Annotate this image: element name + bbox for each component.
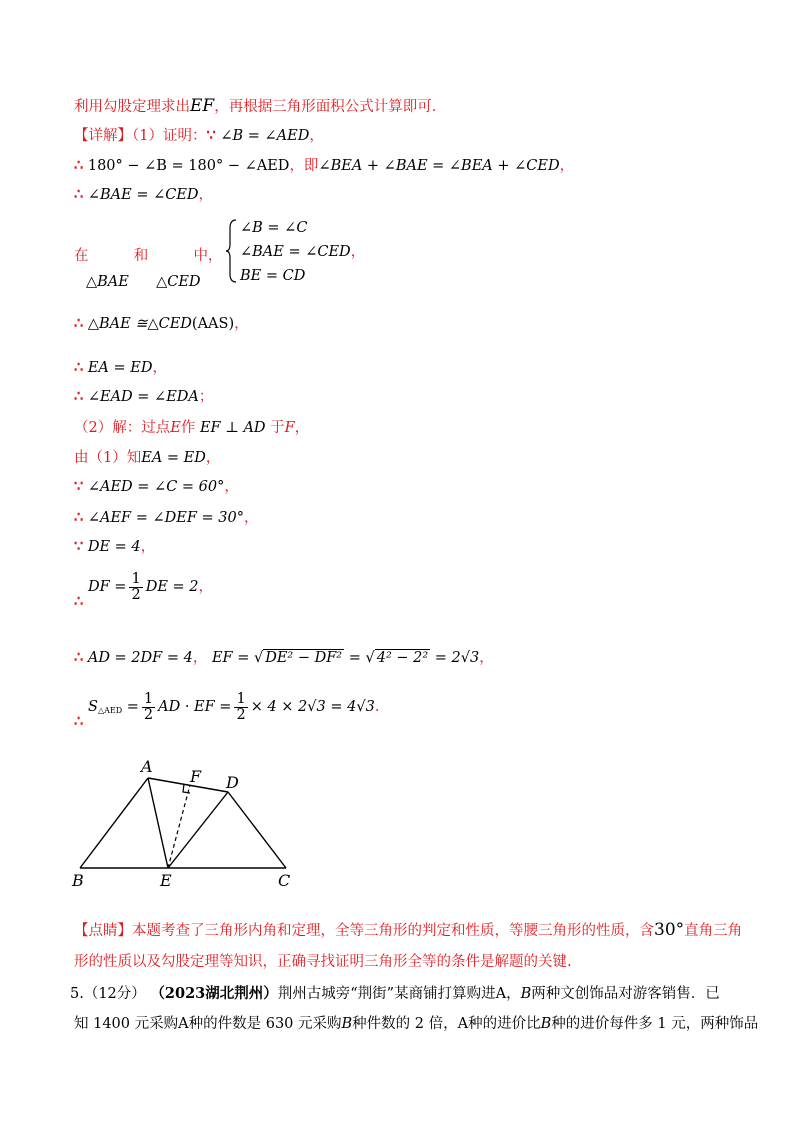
step2-math: 180° − ∠B = 180° − ∠AED [87, 158, 290, 174]
aed-c-tail: ， [224, 479, 239, 495]
detail-tag: 【详解】 [74, 128, 132, 144]
ef-root: DE² − DF² [265, 650, 343, 666]
ea-ed-line [74, 358, 167, 378]
q5-text-1: 荆州古城旁“荆街”某商铺打算购进 [277, 986, 496, 1002]
area-s-sub: △AED [97, 706, 123, 715]
df-therefore [74, 592, 83, 612]
therefore-symbol: ∴ [74, 388, 84, 405]
intro-text: 利用勾股定理求出 [74, 99, 190, 115]
area-fraction-2-den: 2 [236, 706, 246, 723]
aed-c-math: ∠AED = ∠C = 60° [87, 479, 225, 495]
df-rhs: DE = 2 [145, 579, 199, 595]
q5-text-2b: 种的件数是 630 元采购 [188, 1016, 342, 1032]
system-tail: ， [350, 244, 366, 260]
system-eq-1 [240, 218, 307, 238]
from1-math: EA = ED [141, 450, 206, 466]
part2-at: 于 [270, 420, 285, 436]
part2-tail: ， [294, 420, 310, 436]
q5-line-2 [74, 1014, 758, 1034]
part1-label: （1）证明： [132, 128, 207, 144]
segment-ba [80, 778, 148, 868]
comment-tag: 【点睛】 [74, 923, 132, 939]
area-fraction-1-den: 2 [143, 706, 154, 723]
system-eq-2-text: ∠BAE = ∠CED [240, 244, 351, 260]
ef-eq: = [348, 650, 361, 666]
q5-b2: B [341, 1016, 353, 1032]
ad-mid: ， [192, 650, 208, 666]
ef-tail: ， [479, 650, 494, 666]
therefore-symbol: ∴ [74, 186, 84, 203]
step2-mid: ，即 [289, 158, 319, 174]
label-f: F [190, 767, 202, 786]
step3-tail: ， [198, 187, 214, 203]
therefore-symbol: ∴ [74, 713, 84, 730]
part2-perp: EF ⊥ AD [199, 420, 266, 436]
q5-a2: A [178, 1016, 189, 1032]
df-fraction-den: 2 [131, 586, 141, 603]
angles-eq-tail: ； [198, 389, 214, 405]
q5-source: （2023湖北荆州） [150, 985, 278, 1002]
triangle-bae: △BAE [86, 274, 129, 290]
area-eq: = [126, 699, 139, 715]
geometry-figure [60, 752, 300, 892]
area-fraction-1 [142, 692, 155, 723]
part2-f: F [284, 420, 295, 436]
q5-a: A [495, 986, 507, 1002]
q5-text-2d: 种的进价比 [468, 1016, 541, 1032]
df-fraction-num: 1 [131, 570, 141, 587]
system-eq-3-text: BE = CD [240, 268, 306, 284]
therefore-symbol: ∴ [74, 315, 84, 332]
congruent-line [74, 314, 249, 334]
aed-c-line [74, 477, 239, 497]
segment-ae [148, 778, 168, 868]
aef-def-line [74, 508, 258, 528]
label-c: C [278, 871, 291, 890]
in-word: 在 [74, 248, 89, 264]
q5-sep: ， [506, 986, 521, 1002]
area-mid: AD · EF = [158, 699, 232, 715]
part2-label: （2）解：过点 [74, 420, 171, 436]
angles-eq-math: ∠EAD = ∠EDA [87, 389, 199, 405]
comment-line-2 [74, 952, 572, 972]
because-symbol: ∵ [74, 478, 84, 495]
because-symbol: ∵ [206, 127, 216, 144]
area-s: S [88, 699, 98, 715]
step2-tail: ， [559, 158, 575, 174]
ef-sqrt: √ DE² − DF² [253, 650, 343, 666]
df-tail: ， [198, 579, 213, 595]
step1-tail: ， [309, 128, 324, 144]
intro-tail: ，再根据三角形面积公式计算即可. [214, 99, 437, 115]
system-eq-1-text: ∠B = ∠C [240, 220, 308, 236]
q5-b3: B [540, 1016, 552, 1032]
part2-do: 作 [180, 420, 196, 436]
area-rhs: × 4 × 2√3 = 4√3 [250, 699, 375, 715]
triangle-ced: △CED [156, 274, 201, 290]
df-line [88, 570, 213, 604]
comment-text-2: 形的性质以及勾股定理等知识，正确寻找证明三角形全等的条件是解题的关键. [74, 954, 572, 970]
df-fraction [129, 572, 142, 603]
area-fraction-2-num: 1 [236, 690, 246, 707]
therefore-symbol: ∴ [74, 359, 84, 376]
q5-text-1b: 两种文创饰品对游客销售．已 [531, 986, 720, 1002]
ef-root2: 4² − 2² [376, 650, 429, 666]
q5-number: 5.（12分） [70, 986, 146, 1002]
brace-icon [226, 218, 238, 284]
congruent-tail: ， [234, 316, 249, 332]
congruent-math: △BAE ≅△CED [87, 316, 192, 332]
therefore-symbol: ∴ [74, 593, 84, 610]
area-fraction-2 [234, 692, 247, 723]
ad-ef-line [74, 648, 494, 668]
q5-text-2c: 种件数的 2 倍， [352, 1016, 458, 1032]
from1-tail: ， [205, 450, 221, 466]
from1-text: 由（1）知 [74, 450, 142, 466]
angles-eq-line [74, 387, 213, 407]
part2-line [74, 418, 309, 438]
aef-def-math: ∠AEF = ∠DEF = 30° [87, 510, 244, 526]
q5-text-2e: 种的进价每件多 1 元，两种饰品 [551, 1016, 759, 1032]
segment-ad [148, 778, 228, 792]
in-word-line [74, 246, 222, 266]
intro-var: EF [190, 96, 215, 116]
de4-math: DE = 4 [87, 539, 141, 555]
ef-lhs: EF = [211, 650, 250, 666]
step2-math2: ∠BEA + ∠BAE = ∠BEA + ∠CED [318, 158, 560, 174]
area-line [88, 690, 379, 728]
aas-label: (AAS) [191, 316, 235, 332]
label-e: E [160, 871, 172, 890]
de4-line [74, 537, 155, 557]
comment-math: 30° [654, 920, 685, 940]
q5-line-1 [70, 984, 720, 1004]
step3-math: ∠BAE = ∠CED [87, 187, 199, 203]
ad-eq-math: AD = 2DF = 4 [87, 650, 193, 666]
segment-ef-dashed [168, 785, 190, 868]
de4-tail: ， [140, 539, 156, 555]
therefore-symbol: ∴ [74, 649, 84, 666]
q5-a3: A [457, 1016, 469, 1032]
segment-dc [228, 792, 286, 868]
area-therefore [74, 712, 83, 732]
ea-ed-math: EA = ED [87, 360, 153, 376]
step2-line [74, 156, 574, 176]
df-lhs: DF = [88, 579, 127, 595]
intro-line [74, 96, 436, 117]
from1-line [74, 448, 220, 468]
ea-ed-tail: ， [152, 360, 167, 376]
mid-word: 中， [193, 248, 223, 264]
comment-text-1: 本题考查了三角形内角和定理，全等三角形的判定和性质，等腰三角形的性质，含 [132, 923, 654, 939]
comment-text-1-tail: 直角三角 [684, 923, 743, 939]
system-eq-2 [240, 242, 365, 262]
aef-def-tail: ， [243, 510, 259, 526]
comment-line-1 [74, 920, 742, 941]
step1-math: ∠B = ∠AED [220, 128, 310, 144]
and-word: 和 [133, 248, 149, 264]
area-tail: . [374, 699, 380, 715]
label-d: D [226, 773, 239, 792]
triangles-line [86, 272, 201, 292]
part2-e: E [170, 420, 181, 436]
ef-sqrt2: √ 4² − 2² [365, 650, 429, 666]
system-eq-3 [240, 266, 305, 286]
q5-text-2a: 知 1400 元采购 [74, 1016, 179, 1032]
therefore-symbol: ∴ [74, 157, 84, 174]
area-fraction-1-num: 1 [143, 690, 154, 707]
therefore-symbol: ∴ [74, 509, 84, 526]
step3-line [74, 185, 213, 205]
q5-b: B [520, 986, 532, 1002]
because-symbol: ∵ [74, 538, 84, 555]
segment-ed [168, 792, 228, 868]
label-a: A [141, 757, 153, 776]
ef-rhs: = 2√3 [434, 650, 480, 666]
label-b: B [72, 871, 84, 890]
detail-line [74, 126, 324, 146]
